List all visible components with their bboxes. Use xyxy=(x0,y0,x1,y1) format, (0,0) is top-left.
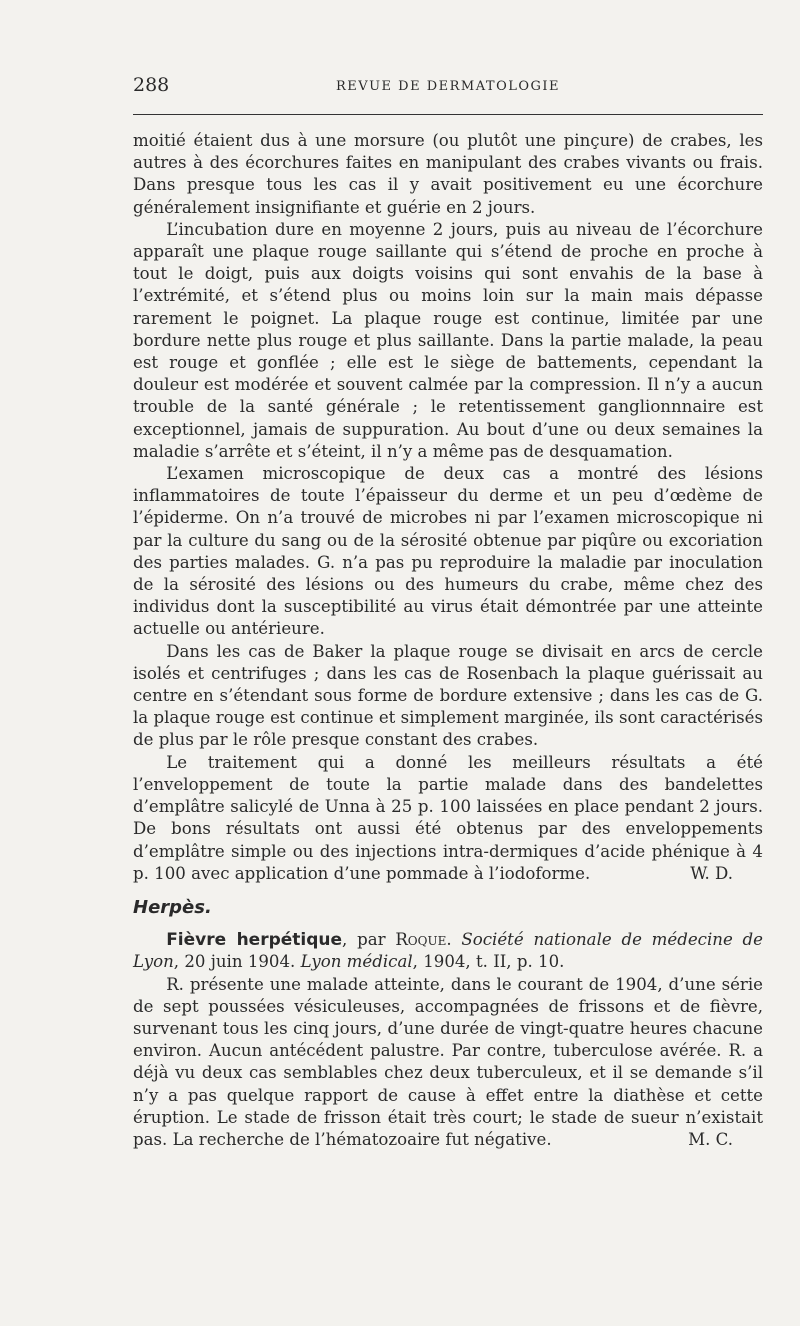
entry-by: , par xyxy=(342,930,396,950)
paragraph-herpes-text: R. présente une malade atteinte, dans le courant de 1904, d’une série de sept poussées vésiculeuses, accompagnées de frissons et de fièvre, survenant tous les cinq jours, d’une durée de vingt-quatre heures chacune environ. Aucun antécédent palustre. Par contre, tuberculose avérée. R. a déjà vu deux cas semblables chez deux tuberculeux, et il se demande s’il n’y a pas quelque rapport de cause à effet entre la diathèse et cette éruption. Le stade de frisson était très court; le stade de sueur n’existait pas. La recherche de l’hématozoaire fut négative. xyxy=(133,974,763,1149)
paragraph-herpes xyxy=(133,974,763,1152)
body-text xyxy=(133,130,763,1151)
entry-citation-ref: , 1904, t. II, p. 10. xyxy=(412,952,565,972)
paragraph-4: Dans les cas de Baker la plaque rouge se divisait en arcs de cercle isolés et centrifuges ; dans les cas de Rosenbach la plaque guérissait au centre en s’étendant sous forme de bordure extensive ; dans les cas de G. la plaque rouge est continue et simplement marginée, ils sont caractérisés de plus par le rôle presque constant des crabes. xyxy=(133,641,763,750)
signature-mc: M. C. xyxy=(688,1129,733,1149)
running-title: REVUE DE DERMATOLOGIE xyxy=(335,79,561,94)
paragraph-2: L’incubation dure en moyenne 2 jours, puis au niveau de l’écorchure apparaît une plaque rouge saillante qui s’étend de proche en proche à tout le doigt, puis aux doigts voisins qui sont envahis de la base à l’extrémité, et s’étend plus ou moins loin sur la main mais dépasse rarement le poignet. La plaque rouge est continue, limitée par une bordure nette plus rouge et plus saillante. Dans la partie malade, la peau est rouge et gonflée ; elle est le siège de battements, cependant la douleur est modérée et souvent calmée par la compression. Il n’y a aucun trouble de la santé générale ; le retentissement ganglionnnaire est exceptionnel, jamais de suppuration. Au bout d’une ou deux semaines la maladie s’arrête et s’éteint, il n’y a même pas de desquamation. xyxy=(133,219,763,461)
entry-journal: Lyon médical xyxy=(300,952,413,972)
header-rule xyxy=(133,114,763,115)
page-number: 288 xyxy=(133,74,170,96)
entry-author: Roque xyxy=(395,930,447,950)
paragraph-5-text: Le traitement qui a donné les meilleurs résultats a été l’enveloppement de toute la partie malade dans des bandelettes d’emplâtre salicylé de Unna à 25 p. 100 laissées en place pendant 2 jours. De bons résultats ont aussi été obtenus par des enveloppements d’emplâtre simple ou des injections intra-dermiques d’acide phénique à 4 p. 100 avec application d’une pommade à l’iodoforme. xyxy=(133,752,763,883)
entry-society: Société nationale de médecine de Lyon xyxy=(133,930,763,972)
entry-sep: . xyxy=(446,930,462,950)
entry-title: Fièvre herpétique xyxy=(166,930,343,951)
paragraph-1: moitié étaient dus à une morsure (ou plutôt une pinçure) de crabes, les autres à des écorchures faites en manipulant des crabes vivants ou frais. Dans presque tous les cas il y avait positivement eu une écorchure généralement insignifiante et guérie en 2 jours. xyxy=(133,131,763,217)
section-heading: Herpès. xyxy=(133,896,212,918)
signature-wd: W. D. xyxy=(690,863,733,883)
paragraph-5 xyxy=(133,752,763,885)
paragraph-3: L’examen microscopique de deux cas a montré des lésions inflammatoires de toute l’épaisseur du derme et un peu d’œdème de l’épiderme. On n’a trouvé de microbes ni par l’examen microscopique ni par la culture du sang ou de la sérosité obtenue par piqûre ou excoriation des parties malades. G. n’a pas pu reproduire la maladie par inoculation de la sérosité des lésions ou des humeurs du crabe, même chez des individus dont la susceptibilité au virus était démontrée par une atteinte actuelle ou antérieure. xyxy=(133,464,763,639)
entry-citation xyxy=(133,929,763,973)
page-header xyxy=(133,74,763,104)
entry-date: , 20 juin 1904. xyxy=(173,952,301,972)
